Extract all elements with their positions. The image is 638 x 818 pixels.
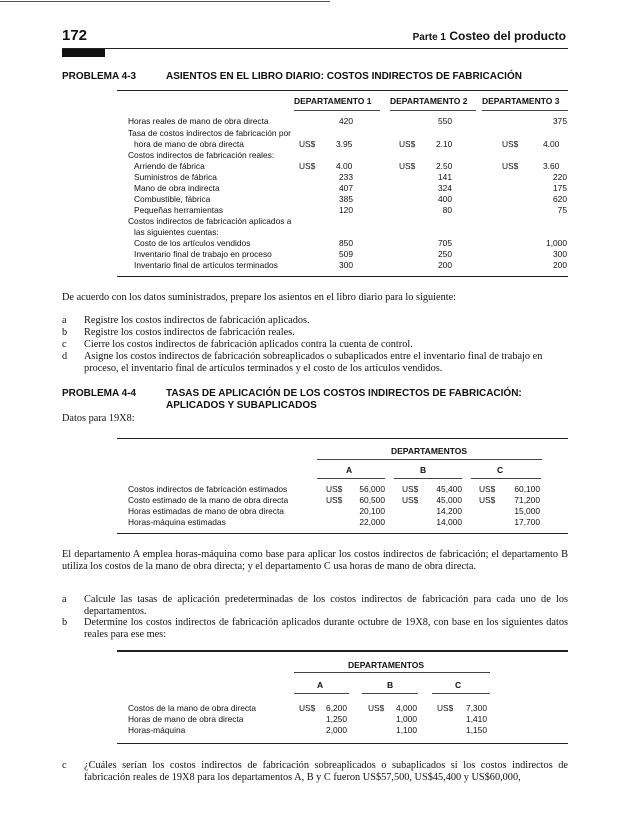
header-marker-bar	[62, 49, 105, 57]
table-cell: 3.95	[336, 139, 353, 149]
item-letter: a	[62, 594, 67, 605]
table-cell: 220	[553, 172, 567, 182]
table-cell: 250	[438, 249, 452, 259]
col-header: C	[455, 680, 462, 690]
col-header: A	[317, 680, 324, 690]
item-letter: b	[62, 617, 68, 628]
table-cell: 400	[438, 194, 452, 204]
table-cell: 141	[438, 172, 452, 182]
table-row-label: Horas estimadas de mano de obra directa	[128, 506, 284, 516]
table-43-col-header: DEPARTAMENTO 3	[482, 96, 560, 106]
item-letter: c	[62, 339, 67, 350]
table-row-label: Horas-máquina	[128, 725, 186, 735]
col-header: A	[346, 465, 353, 475]
table-row-label: Pequeñas herramientas	[134, 205, 223, 215]
table-cell: 407	[339, 183, 353, 193]
col-underline	[294, 110, 380, 111]
item-text: ¿Cuáles serían los costos indirectos de fabricación sobreaplicados o subaplicados si los costos indirectos de fabricación reales de 19X8 para los departamentos A, B y C fueron US$57,500, US$45,400 y US$60,000,	[84, 760, 568, 783]
problem-4-3-title: ASIENTOS EN EL LIBRO DIARIO: COSTOS INDIRECTOS DE FABRICACIÓN	[166, 71, 522, 82]
table-row-label: Mano de obra indirecta	[134, 183, 220, 193]
top-edge-rule	[0, 1, 330, 2]
currency-label: US$	[299, 703, 316, 713]
table-cell: 75	[557, 205, 567, 215]
group-header: DEPARTAMENTOS	[391, 446, 468, 456]
problem-4-4-paragraph: El departamento A emplea horas-máquina como base para aplicar los costos indirectos de fabricación; el departamento B utiliza los costos de la mano de obra directa; y el departamento C usa horas de mano de obra directa.	[62, 549, 568, 572]
currency-label: US$	[368, 703, 385, 713]
currency-label: US$	[399, 139, 416, 149]
table-44b-top-rule	[117, 650, 568, 652]
currency-label: US$	[299, 139, 316, 149]
currency-label: US$	[402, 484, 419, 494]
table-cell: 14,000	[436, 517, 462, 527]
table-row-label: Inventario final de artículos terminados	[134, 260, 278, 270]
item-text: Asigne los costos indirectos de fabricación sobreaplicados o subaplicados entre el inventario final de trabajo en proceso, el inventario final de artículos terminados y el costo de los artículos vendidos.	[84, 351, 543, 374]
col-header: B	[387, 680, 394, 690]
table-cell: 200	[553, 260, 567, 270]
table-cell: 1,100	[396, 725, 417, 735]
table-cell: 1,000	[546, 238, 567, 248]
table-cell: 14,200	[436, 506, 462, 516]
table-cell: 550	[438, 116, 452, 126]
currency-label: US$	[479, 495, 496, 505]
item-letter: c	[62, 760, 67, 771]
table-cell: 1,410	[466, 714, 487, 724]
table-cell: 6,200	[326, 703, 347, 713]
table-43-bottom-rule	[117, 276, 568, 277]
table-cell: 4,000	[396, 703, 417, 713]
table-cell: 45,000	[436, 495, 462, 505]
table-cell: 4.00	[543, 139, 560, 149]
table-43-col-header: DEPARTAMENTO 2	[390, 96, 468, 106]
group-underline	[317, 459, 542, 460]
problem-4-3-number: PROBLEMA 4-3	[62, 71, 137, 82]
table-cell: 3.60	[543, 161, 560, 171]
table-cell: 420	[339, 116, 353, 126]
table-row-label: Costos indirectos de fabricación estimados	[128, 484, 288, 494]
header-rule	[62, 48, 568, 49]
item-letter: a	[62, 315, 67, 326]
currency-label: US$	[479, 484, 496, 494]
table-cell: 60,500	[359, 495, 385, 505]
table-cell: 22,000	[359, 517, 385, 527]
table-cell: 300	[553, 249, 567, 259]
col-header: C	[497, 465, 504, 475]
table-row-label: Costo estimado de la mano de obra directa	[128, 495, 289, 505]
col-underline	[362, 693, 418, 694]
table-44a-top-rule	[117, 438, 568, 439]
problem-4-4-title-cont: APLICADOS Y SUBAPLICADOS	[166, 400, 317, 411]
table-row-label: hora de mano de obra directa	[134, 139, 244, 149]
table-row-label: Horas de mano de obra directa	[128, 714, 244, 724]
table-row-label: Combustible, fábrica	[134, 194, 211, 204]
currency-label: US$	[437, 703, 454, 713]
table-cell: 1,250	[326, 714, 347, 724]
table-44a-bottom-rule	[117, 533, 568, 534]
table-cell: 705	[438, 238, 452, 248]
col-underline	[471, 478, 541, 479]
table-cell: 375	[553, 116, 567, 126]
table-cell: 71,200	[514, 495, 540, 505]
problem-4-4-number: PROBLEMA 4-4	[62, 388, 137, 399]
table-44b-bottom-rule	[117, 743, 568, 744]
table-cell: 1,150	[466, 725, 487, 735]
table-cell: 4.00	[336, 161, 353, 171]
table-cell: 15,000	[514, 506, 540, 516]
table-row-label: Inventario final de trabajo en proceso	[134, 249, 272, 259]
table-43-col-header: DEPARTAMENTO 1	[294, 96, 372, 106]
currency-label: US$	[326, 484, 343, 494]
currency-label: US$	[402, 495, 419, 505]
table-cell: 509	[339, 249, 353, 259]
col-underline	[390, 110, 476, 111]
currency-label: US$	[502, 139, 519, 149]
table-cell: 60,100	[514, 484, 540, 494]
currency-label: US$	[502, 161, 519, 171]
table-cell: 1,000	[396, 714, 417, 724]
col-underline	[317, 478, 385, 479]
table-cell: 2.50	[436, 161, 453, 171]
table-row-label: Costos de la mano de obra directa	[128, 703, 257, 713]
group-header: DEPARTAMENTOS	[348, 660, 425, 670]
table-cell: 120	[339, 205, 353, 215]
table-row-label: Costos indirectos de fabricación aplicados a	[128, 216, 292, 226]
page-number: 172	[62, 27, 88, 44]
group-underline	[294, 672, 490, 673]
item-letter: d	[62, 351, 68, 362]
table-cell: 45,400	[436, 484, 462, 494]
table-row-label: Horas reales de mano de obra directa	[128, 116, 269, 126]
col-underline	[294, 693, 349, 694]
table-row-label: las siguientes cuentas:	[134, 227, 219, 237]
item-text: Registre los costos indirectos de fabricación reales.	[84, 327, 295, 338]
problem-4-3-instruction: De acuerdo con los datos suministrados, prepare los asientos en el libro diario para lo siguiente:	[62, 292, 457, 303]
part-label: Parte 1	[412, 32, 446, 43]
table-cell: 56,000	[359, 484, 385, 494]
table-cell: 175	[553, 183, 567, 193]
table-cell: 2.10	[436, 139, 453, 149]
table-cell: 200	[438, 260, 452, 270]
col-underline	[394, 478, 462, 479]
table-43-top-rule	[117, 90, 568, 91]
data-label: Datos para 19X8:	[62, 413, 135, 424]
item-text: Cierre los costos indirectos de fabricación aplicados contra la cuenta de control.	[84, 339, 413, 350]
table-cell: 850	[339, 238, 353, 248]
table-cell: 385	[339, 194, 353, 204]
table-cell: 620	[553, 194, 567, 204]
table-cell: 2,000	[326, 725, 347, 735]
currency-label: US$	[399, 161, 416, 171]
currency-label: US$	[299, 161, 316, 171]
currency-label: US$	[326, 495, 343, 505]
table-cell: 17,700	[514, 517, 540, 527]
item-text: Determine los costos indirectos de fabricación aplicados durante octubre de 19X8, con base en los siguientes datos reales para ese mes:	[84, 617, 568, 640]
col-header: B	[420, 465, 427, 475]
table-row-label: Horas-máquina estimadas	[128, 517, 226, 527]
table-cell: 80	[442, 205, 452, 215]
running-header	[413, 29, 566, 43]
item-text: Registre los costos indirectos de fabricación aplicados.	[84, 315, 310, 326]
table-cell: 233	[339, 172, 353, 182]
problem-4-4-title: TASAS DE APLICACIÓN DE LOS COSTOS INDIRECTOS DE FABRICACIÓN:	[166, 388, 522, 399]
table-row-label: Suministros de fábrica	[134, 172, 217, 182]
table-row-label: Costos indirectos de fabricación reales:	[128, 150, 275, 160]
table-cell: 300	[339, 260, 353, 270]
table-row-label: Tasa de costos indirectos de fabricación por	[128, 128, 291, 138]
col-underline	[482, 110, 568, 111]
part-title: Costeo del producto	[449, 29, 566, 43]
table-cell: 7,300	[466, 703, 487, 713]
col-underline	[432, 693, 490, 694]
item-text: Calcule las tasas de aplicación predeterminadas de los costos indirectos de fabricación para cada uno de los departamentos.	[84, 594, 568, 617]
table-row-label: Arriendo de fábrica	[134, 161, 205, 171]
table-cell: 324	[438, 183, 452, 193]
item-letter: b	[62, 327, 68, 338]
table-row-label: Costo de los artículos vendidos	[134, 238, 251, 248]
table-cell: 20,100	[359, 506, 385, 516]
